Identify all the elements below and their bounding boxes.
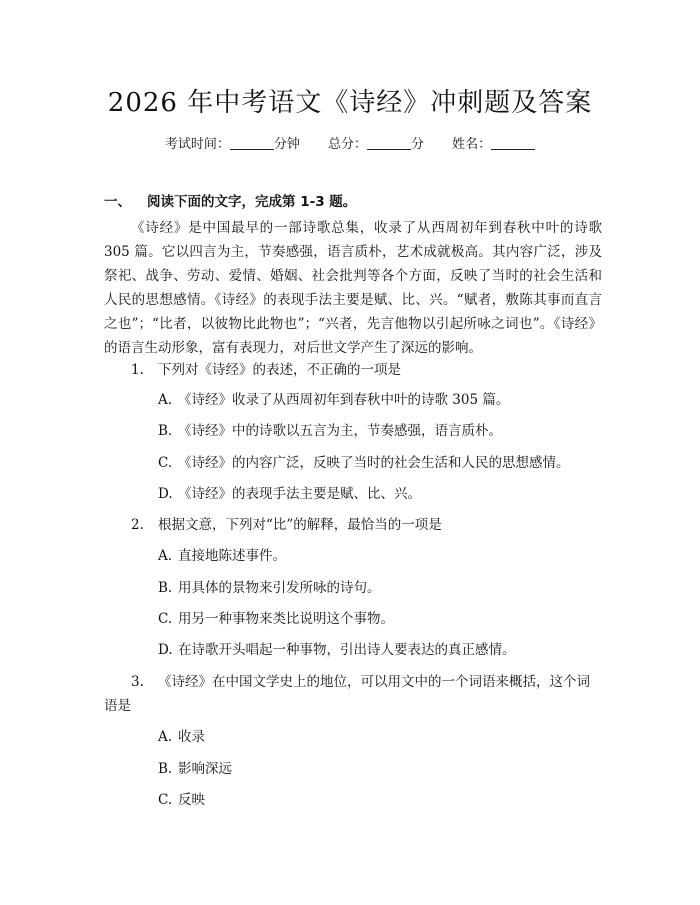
section-number: 一、 [104,194,131,210]
option-label: A. [158,548,173,564]
option-1c[interactable] [158,451,570,475]
time-label: 考试时间： [164,137,230,152]
option-text: 直接地陈述事件。 [178,548,286,564]
name-label: 姓名： [452,137,492,152]
question-number: 1. [131,362,144,378]
option-2a[interactable] [158,544,286,568]
option-text: 用具体的景物来引发所咏的诗句。 [178,580,381,596]
option-1a[interactable] [158,388,509,412]
option-label: D. [158,642,173,658]
question-number: 3. [131,674,144,690]
option-text: 影响深远 [178,761,232,777]
time-unit: 分钟 [273,137,300,152]
question-2 [131,513,601,537]
score-field [328,137,428,152]
score-label: 总分： [327,137,367,152]
question-stem: 根据文意，下列对“比”的解释，最恰当的一项是 [158,517,442,533]
option-label: C. [158,611,173,627]
option-text: 《诗经》的表现手法主要是赋、比、兴。 [178,486,421,502]
option-3a[interactable] [158,725,205,749]
option-text: 《诗经》收录了从西周初年到春秋中叶的诗歌 305 篇。 [178,392,510,408]
question-stem-line1: 《诗经》在中国文学史上的地位，可以用文中的一个词语来概括，这个词 [158,674,590,690]
option-label: D. [158,486,173,502]
question-3 [131,670,601,694]
option-1d[interactable] [158,482,421,506]
time-blank[interactable] [230,149,274,150]
option-label: A. [158,392,173,408]
option-label: C. [158,455,173,471]
question-stem: 下列对《诗经》的表述，不正确的一项是 [158,362,401,378]
question-1 [131,358,601,382]
option-text: 用另一种事物来类比说明这个事物。 [178,611,394,627]
reading-passage: 《诗经》是中国最早的一部诗歌总集，收录了从西周初年到春秋中叶的诗歌 305 篇。它以四言为主，节奏感强，语言质朴，艺术成就极高。其内容广泛，涉及祭祀、战争、劳动、爱情、婚姻、社会批判等各个方面，反映了当时的社会生活和人民的思想感情。《诗经》的表现手法主要是赋、比、兴。“赋者，敷陈其事而直言之也”；“比者，以彼物比此物也”；“兴者，先言他物以引起所咏之词也”。《诗经》的语言生动形象，富有表现力，对后世文学产生了深远的影响。 [104,220,602,356]
option-label: B. [158,580,173,596]
section-heading [104,190,356,210]
option-text: 反映 [178,792,205,808]
option-text: 收录 [178,729,205,745]
question-number: 2. [131,517,144,533]
option-text: 《诗经》中的诗歌以五言为主，节奏感强，语言质朴。 [178,423,502,439]
option-text: 在诗歌开头唱起一种事物，引出诗人要表达的真正感情。 [178,642,516,658]
exam-meta [0,133,700,152]
option-2c[interactable] [158,607,394,631]
option-3c[interactable] [158,788,205,812]
name-field [452,137,535,152]
option-2b[interactable] [158,576,381,600]
option-1b[interactable] [158,419,502,443]
page-title: 2026 年中考语文《诗经》冲刺题及答案 [107,88,593,118]
option-label: A. [158,729,173,745]
option-2d[interactable] [158,638,516,662]
option-label: C. [158,792,173,808]
section-instruction: 阅读下面的文字，完成第 1-3 题。 [147,194,357,210]
name-blank[interactable] [491,149,535,150]
score-unit: 分 [411,137,425,152]
option-3b[interactable] [158,757,232,781]
option-text: 《诗经》的内容广泛，反映了当时的社会生活和人民的思想感情。 [178,455,570,471]
question-stem-line2: 语是 [104,698,131,714]
option-label: B. [158,423,173,439]
score-blank[interactable] [367,149,411,150]
time-field [165,137,304,152]
option-label: B. [158,761,173,777]
